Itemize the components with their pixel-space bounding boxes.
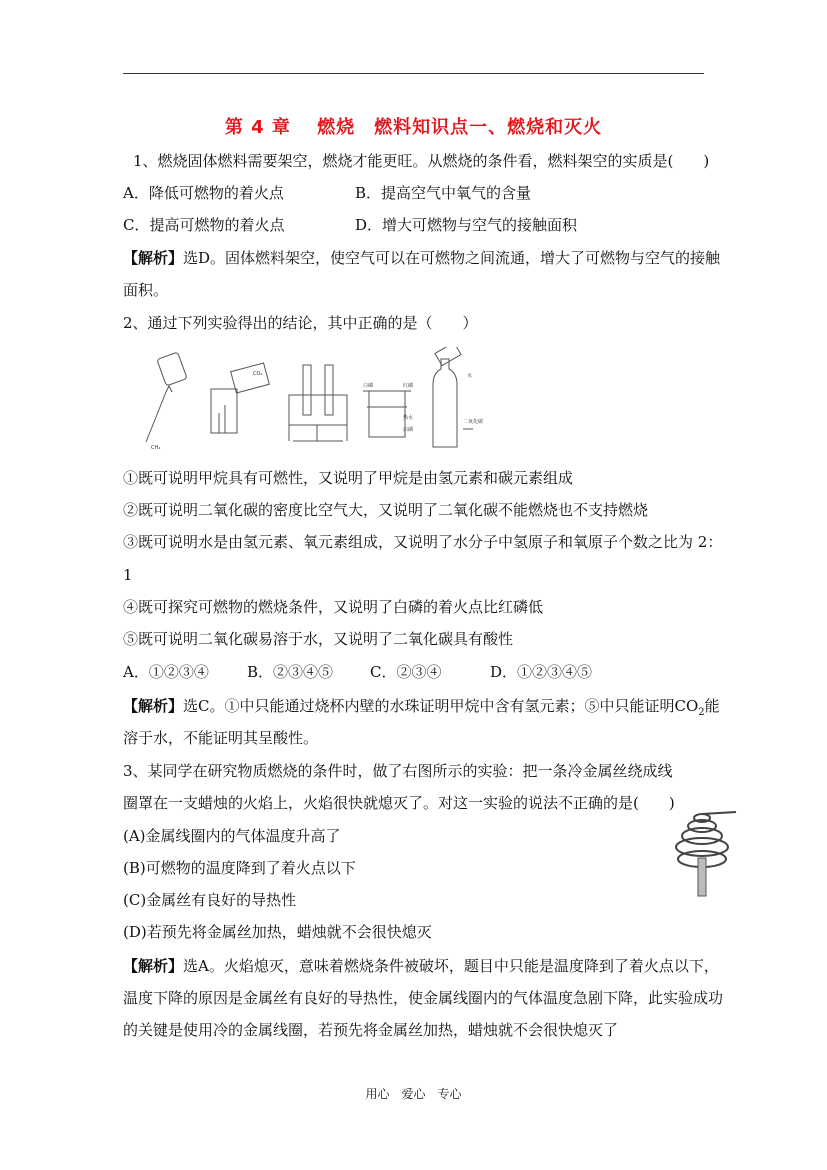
bottle-apparatus bbox=[433, 347, 473, 447]
figure-label-hot-water: 热水 bbox=[403, 415, 414, 421]
q2-statement-5: ⑤既可说明二氧化碳易溶于水，又说明了二氧化碳具有酸性 bbox=[123, 630, 514, 648]
q1-analysis-cont: 面积。 bbox=[123, 281, 169, 299]
q3-analysis bbox=[123, 956, 719, 976]
q1-stem: 1、燃烧固体燃料需要架空，燃烧才能更旺。从燃烧的条件看，燃料架空的实质是( ) bbox=[133, 152, 710, 170]
q3-option-b: (B)可燃物的温度降到了着火点以下 bbox=[123, 859, 356, 877]
q2-option-b: B．②③④⑤ bbox=[247, 663, 334, 681]
q2-stem: 2、通过下列实验得出的结论，其中正确的是（ ） bbox=[123, 314, 478, 332]
analysis-label: 【解析】 bbox=[123, 697, 184, 715]
q2-statement-4: ④既可探究可燃物的燃烧条件，又说明了白磷的着火点比红磷低 bbox=[123, 598, 544, 616]
q1-option-b: B．提高空气中氧气的含量 bbox=[355, 184, 532, 202]
metal-coil-figure bbox=[662, 806, 740, 898]
q2-analysis-cont: 溶于水，不能证明其呈酸性。 bbox=[123, 729, 319, 747]
q1-option-d: D．增大可燃物与空气的接触面积 bbox=[355, 216, 578, 234]
figure-label-ch4: CH₄ bbox=[151, 445, 161, 451]
q2-option-a: A．①②③④ bbox=[123, 663, 209, 681]
q2-statement-1: ①既可说明甲烷具有可燃性，又说明了甲烷是由氢元素和碳元素组成 bbox=[123, 469, 574, 487]
q2-statement-2: ②既可说明二氧化碳的密度比空气大，又说明了二氧化碳不能燃烧也不支持燃烧 bbox=[123, 501, 649, 519]
q1-analysis-text: 选D。固体燃料架空，使空气可以在可燃物之间流通，增大了可燃物与空气的接触 bbox=[183, 249, 721, 267]
q3-option-c: (C)金属丝有良好的导热性 bbox=[123, 891, 297, 909]
q2-option-d: D．①②③④⑤ bbox=[490, 663, 593, 681]
experiment-figure bbox=[141, 347, 491, 457]
header-rule bbox=[123, 73, 704, 74]
q2-statement-3: ③既可说明水是由氢元素、氧元素组成，又说明了水分子中氢原子和氧原子个数之比为 2： bbox=[123, 533, 723, 551]
q1-option-a: A．降低可燃物的着火点 bbox=[123, 184, 284, 202]
methane-burning-apparatus bbox=[146, 352, 187, 442]
figure-label-co2: CO₂ bbox=[253, 371, 263, 377]
q3-option-d: (D)若预先将金属丝加热，蜡烛就不会很快熄灭 bbox=[123, 923, 432, 941]
figure-label-co2-cn: 二氧化碳 bbox=[463, 419, 484, 425]
q2-analysis bbox=[123, 696, 720, 723]
figure-label-white-p-2: 白磷 bbox=[403, 427, 414, 433]
q2-analysis-subscript: 2 bbox=[698, 707, 705, 718]
q3-analysis-line2: 温度下降的原因是金属丝有良好的导热性，使金属线圈内的气体温度急剧下降，此实验成功 bbox=[123, 989, 724, 1007]
q1-analysis bbox=[123, 248, 720, 268]
q2-analysis-text-b: 能 bbox=[704, 697, 720, 715]
q2-statement-3-cont: 1 bbox=[123, 566, 133, 584]
q3-stem-line2: 圈罩在一支蜡烛的火焰上，火焰很快就熄灭了。对这一实验的说法不正确的是( ) bbox=[123, 794, 675, 812]
q3-stem-line1: 3、某同学在研究物质燃烧的条件时，做了右图所示的实验：把一条冷金属丝绕成线 bbox=[123, 762, 673, 780]
figure-label-water: 水 bbox=[467, 373, 473, 379]
q2-option-c: C．②③④ bbox=[370, 663, 442, 681]
figure-label-red-p: 红磷 bbox=[403, 383, 414, 389]
q2-analysis-text-a: 选C。①中只能通过烧杯内壁的水珠证明甲烷中含有氢元素；⑤中只能证明CO bbox=[183, 697, 699, 715]
page-footer: 用心 爱心 专心 bbox=[365, 1087, 462, 1101]
q3-analysis-text: 选A。火焰熄灭，意味着燃烧条件被破坏，题目中只能是温度降到了着火点以下， bbox=[183, 957, 719, 975]
q1-option-c: C．提高可燃物的着火点 bbox=[123, 216, 285, 234]
electrolysis-apparatus bbox=[289, 365, 347, 441]
analysis-label: 【解析】 bbox=[123, 957, 184, 975]
figure-label-white-p: 白磷 bbox=[363, 383, 374, 389]
q3-analysis-line3: 的关键是使用冷的金属线圈，若预先将金属丝加热，蜡烛就不会很快熄灭了 bbox=[123, 1021, 619, 1039]
page-title: 第 4 章 燃烧 燃料知识点一、燃烧和灭火 bbox=[224, 117, 603, 138]
analysis-label: 【解析】 bbox=[123, 249, 184, 267]
q3-option-a: (A)金属线圈内的气体温度升高了 bbox=[123, 827, 341, 845]
